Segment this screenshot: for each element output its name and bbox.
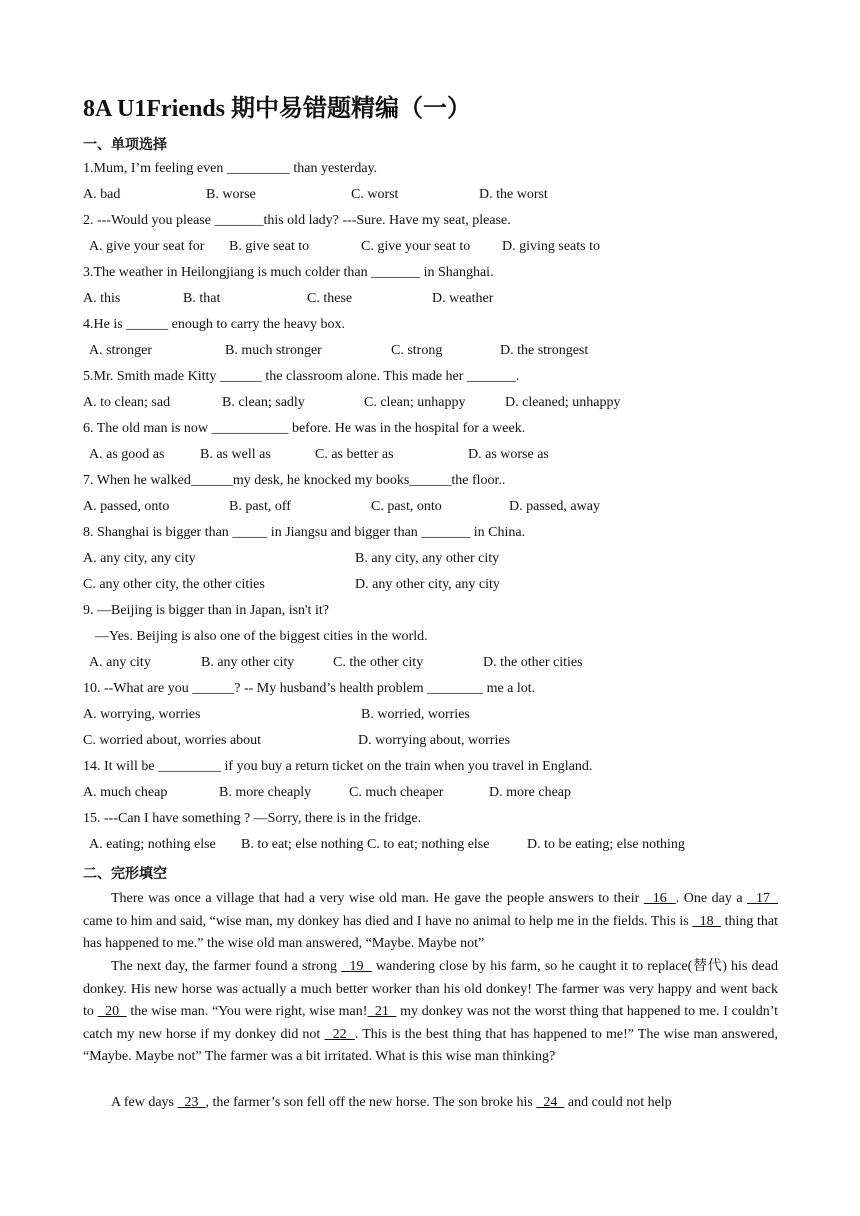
question-4-stem: 4.He is ______ enough to carry the heavy box.: [83, 317, 346, 332]
question-15-stem: 15. ---Can I have something ? —Sorry, there is in the fridge.: [83, 811, 422, 826]
option-b: B. as well as: [200, 447, 271, 462]
option-a: A. any city, any city: [83, 551, 196, 566]
option-d: D. more cheap: [489, 785, 572, 800]
blank-19: 19: [341, 959, 372, 974]
text: The next day, the farmer found a strong: [111, 959, 342, 974]
option-d: D. the strongest: [500, 343, 589, 358]
text: There was once a village that had a very wise old man. He gave the people answers to their: [111, 891, 644, 906]
page-title: 8A U1Friends 期中易错题精编（一）: [83, 96, 472, 122]
option-c: C. clean; unhappy: [364, 395, 466, 410]
question-14-stem: 14. It will be _________ if you buy a return ticket on the train when you travel in England.: [83, 759, 593, 774]
cloze-paragraph-1: [83, 888, 778, 956]
option-b: B. much stronger: [225, 343, 322, 358]
text: the wise man. “You were right, wise man!: [126, 1004, 368, 1019]
option-d: D. as worse as: [468, 447, 549, 462]
option-c: C. past, onto: [371, 499, 442, 514]
option-a: A. give your seat for: [89, 239, 205, 254]
option-a: A. to clean; sad: [83, 395, 171, 410]
blank-16: 16: [643, 891, 676, 906]
option-c: C. give your seat to: [361, 239, 471, 254]
question-9-reply: —Yes. Beijing is also one of the biggest cities in the world.: [95, 629, 428, 644]
option-c: C. much cheaper: [349, 785, 444, 800]
blank-20: 20: [97, 1004, 127, 1019]
option-b: B. any city, any other city: [355, 551, 500, 566]
blank-24: 24: [536, 1095, 565, 1110]
question-6-stem: 6. The old man is now ___________ before. He was in the hospital for a week.: [83, 421, 526, 436]
question-2-stem: 2. ---Would you please _______this old lady? ---Sure. Have my seat, please.: [83, 213, 511, 228]
cloze-paragraph-2: [83, 956, 778, 1069]
blank-23: 23: [177, 1095, 206, 1110]
option-c: C. worst: [351, 187, 399, 202]
option-d: D. any other city, any city: [355, 577, 500, 592]
option-c: C. worried about, worries about: [83, 733, 262, 748]
option-d: D. weather: [432, 291, 494, 306]
option-d: D. cleaned; unhappy: [505, 395, 621, 410]
option-c: C. any other city, the other cities: [83, 577, 265, 592]
text: wandering close by his farm, so he caught it to replace(替代) his dead donkey. His new horse was actually a much better worker than his old donkey! The farmer was very happy and went back to: [83, 959, 778, 1019]
option-b: B. worse: [206, 187, 256, 202]
option-b: B. that: [183, 291, 221, 306]
question-9-stem: 9. —Beijing is bigger than in Japan, isn't it?: [83, 603, 329, 618]
blank-21: 21: [367, 1004, 397, 1019]
option-b: B. any other city: [201, 655, 295, 670]
option-a: A. much cheap: [83, 785, 168, 800]
option-a: A. bad: [83, 187, 121, 202]
option-a: A. eating; nothing else: [89, 837, 216, 852]
option-c: C. the other city: [333, 655, 424, 670]
text: . One day a: [675, 891, 748, 906]
question-10-stem: 10. --What are you ______? -- My husband’s health problem ________ me a lot.: [83, 681, 536, 696]
text: came to him and said, “wise man, my donkey has died and I have no animal to help me in the fields. This is: [83, 913, 693, 929]
option-a: A. this: [83, 291, 121, 306]
text: thing that has happened to me.” the wise old man answered, “Maybe. Maybe not”: [83, 913, 778, 951]
option-d: D. the worst: [479, 187, 548, 202]
option-a: A. passed, onto: [83, 499, 170, 514]
option-d: D. to be eating; else nothing: [527, 837, 685, 852]
blank-17: 17: [747, 891, 779, 906]
option-a: A. stronger: [89, 343, 152, 358]
cloze-paragraph-3: [83, 1092, 778, 1115]
text: and could not help: [564, 1095, 672, 1110]
option-b: B. give seat to: [229, 239, 310, 254]
option-d: D. passed, away: [509, 499, 600, 514]
option-b: B. more cheaply: [219, 785, 312, 800]
option-b: B. clean; sadly: [222, 395, 305, 410]
option-c: C. these: [307, 291, 353, 306]
text: my donkey was not the worst thing that happened to me. I couldn’t catch my new horse if my donkey did not: [83, 1004, 779, 1042]
question-8-stem: 8. Shanghai is bigger than _____ in Jiangsu and bigger than _______ in China.: [83, 525, 526, 540]
section-heading-multiple-choice: 一、单项选择: [83, 137, 167, 153]
option-b: B. worried, worries: [361, 707, 470, 722]
blank-22: 22: [324, 1026, 355, 1042]
section-heading-cloze: 二、完形填空: [83, 866, 167, 882]
option-d: D. the other cities: [483, 655, 583, 670]
option-d: D. giving seats to: [502, 239, 600, 254]
option-a: A. as good as: [89, 447, 165, 462]
option-a: A. worrying, worries: [83, 707, 201, 722]
text: . This is the best thing that has happened to me!” The wise man answered, “Maybe. Maybe not” The farmer was a bit irritated. What is this wise man thinking?: [83, 1026, 779, 1064]
question-5-stem: 5.Mr. Smith made Kitty ______ the classroom alone. This made her _______.: [83, 369, 520, 384]
option-b: B. past, off: [229, 499, 291, 514]
question-3-stem: 3.The weather in Heilongjiang is much colder than _______ in Shanghai.: [83, 265, 494, 280]
question-7-stem: 7. When he walked______my desk, he knocked my books______the floor..: [83, 473, 506, 488]
text: , the farmer’s son fell off the new horse. The son broke his: [205, 1095, 537, 1110]
option-c: C. strong: [391, 343, 443, 358]
text: A few days: [111, 1095, 178, 1110]
option-c: C. as better as: [315, 447, 394, 462]
option-a: A. any city: [89, 655, 151, 670]
option-d: D. worrying about, worries: [358, 733, 511, 748]
option-b-and-c: B. to eat; else nothing C. to eat; nothing else: [241, 837, 490, 852]
question-1-stem: 1.Mum, I’m feeling even _________ than yesterday.: [83, 161, 378, 176]
blank-18: 18: [692, 913, 721, 929]
